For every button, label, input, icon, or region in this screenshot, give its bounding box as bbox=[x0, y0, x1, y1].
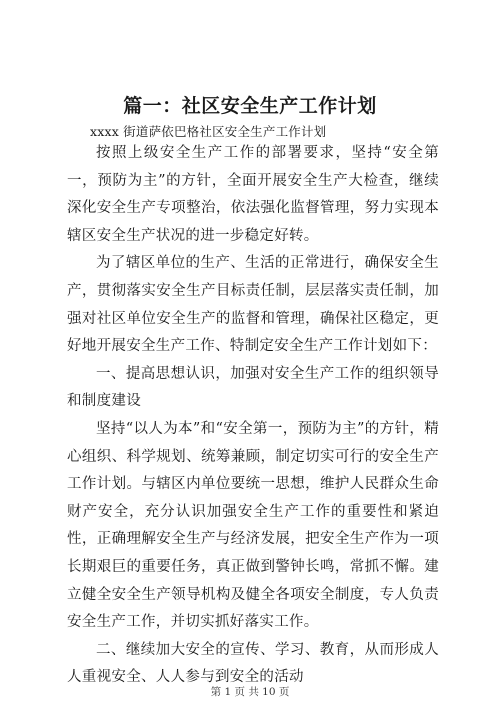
document-title: 篇一：社区安全生产工作计划 bbox=[123, 95, 377, 117]
paragraph: 为了辖区单位的生产、生活的正常进行，确保安全生产，贯彻落实安全生产目标责任制，层层落实责任制，加强对社区单位安全生产的监督和管理，确保社区稳定，更好地开展安全生产工作、特制定安全生产工作计划如下： bbox=[67, 255, 439, 355]
page-footer: 第 1 页 共 10 页 bbox=[210, 686, 290, 698]
paragraph: 坚持“以人为本”和“安全第一，预防为主”的方针，精心组织、科学规划、统筹兼顾，制定切实可行的安全生产工作计划。与辖区内单位要统一思想，维护人民群众生命财产安全，充分认识加强安全生产工作的重要性和紧迫性，正确理解安全生产与经济发展，把安全生产作为一项长期艰巨的重要任务，真正做到警钟长鸣，常抓不懈。建立健全安全生产领导机构及健全各项安全制度，专人负责安全生产工作，并切实抓好落实工作。 bbox=[67, 420, 439, 631]
document-body bbox=[67, 140, 439, 692]
section-heading: 二、继续加大安全的宣传、学习、教育，从而形成人人重视安全、人人参与到安全的活动 bbox=[67, 641, 439, 686]
paragraph: 按照上级安全生产工作的部署要求，坚持“安全第一，预防为主”的方针，全面开展安全生产大检查，继续深化安全生产专项整治，依法强化监督管理，努力实现本辖区安全生产状况的进一步稳定好转。 bbox=[67, 145, 439, 244]
document-subtitle: xxxx 街道萨依巴格社区安全生产工作计划 bbox=[90, 124, 327, 139]
section-heading: 一、提高思想认识，加强对安全生产工作的组织领导和制度建设 bbox=[67, 365, 439, 410]
